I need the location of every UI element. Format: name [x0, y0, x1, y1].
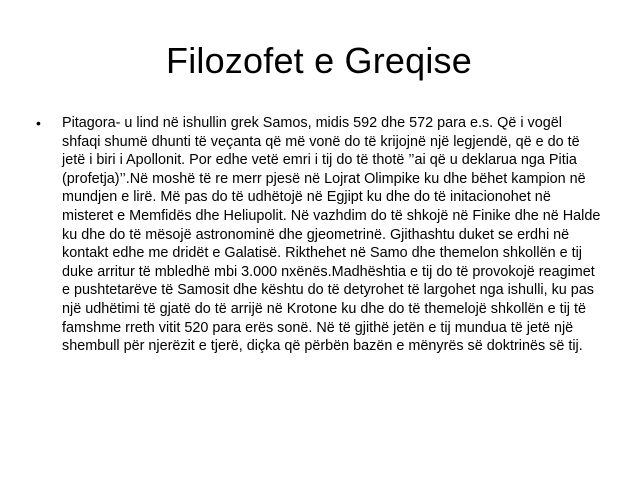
slide-content	[36, 114, 604, 356]
bullet-text: Pitagora- u lind në ishullin grek Samos, midis 592 dhe 572 para e.s. Që i vogël shfaqi shumë dhunti të veçanta që më vonë do të krijojnë një legjendë, që e do të jetë i biri i Apollonit. Por edhe vetë emri i tij do të thotë ’’ai që u deklarua nga Pitia (profetja)’’.Në moshë të re merr pjesë në Lojrat Olimpike ku dhe bëhet kampion në mundjen e lirë. Më pas do të udhëtojë në Egjipt ku dhe do të initacionohet në misteret e Memfidës dhe Heliupolit. Në vazhdim do të shkojë në Finike dhe në Halde ku dhe do të mësojë astronominë dhe gjeometrinë. Gjithashtu duket se erdhi në kontakt edhe me dridët e Galatisë. Rikthehet në Samo dhe themelon shkollën e tij duke arritur të mbledhë mbi 3.000 nxënës.Madhështia e tij do të provokojë reagimet e pushtetarëve të Samosit dhe kështu do të detyrohet të largohet nga ishulli, ku pas një udhëtimi të gjatë do të arrijë në Krotone ku dhe do të themelojë shkollën e tij të famshme rreth vitit 520 para erës sonë. Në të gjithë jetën e tij mundua të jetë një shembull për njerëzit e tjerë, diçka që përbën bazën e mënyrës së doktrinës së tij.	[62, 115, 601, 355]
bullet-item	[36, 114, 604, 356]
bullet-marker: •	[36, 115, 41, 131]
slide-title: Filozofet e Greqise	[166, 40, 472, 81]
